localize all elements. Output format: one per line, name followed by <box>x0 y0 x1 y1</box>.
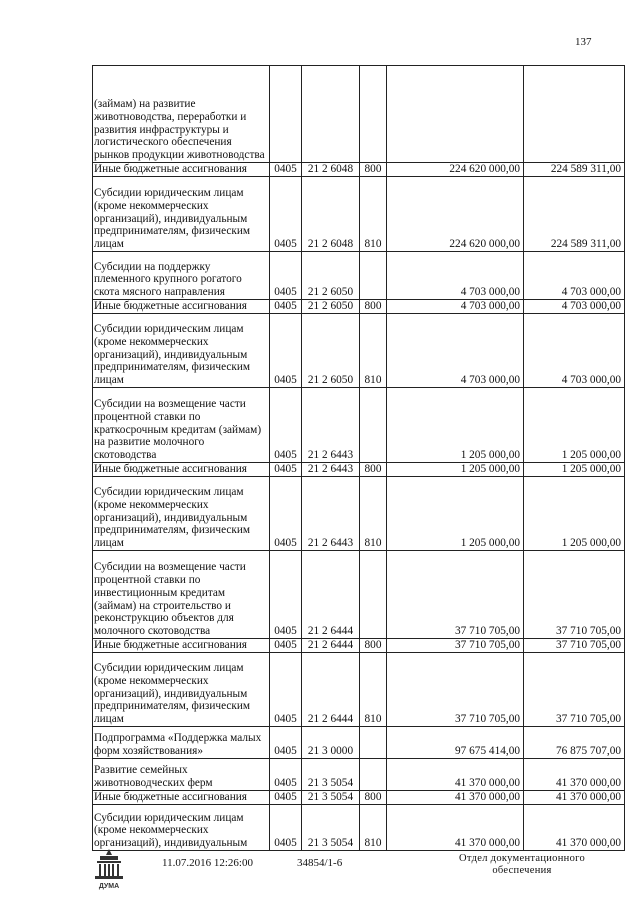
row-target-article: 21 3 5054 <box>302 791 360 805</box>
row-expense-type: 810 <box>360 805 387 851</box>
row-section-code: 0405 <box>270 252 302 300</box>
row-section-code: 0405 <box>270 639 302 653</box>
row-expense-type: 810 <box>360 314 387 388</box>
row-amount-executed: 37 710 705,00 <box>524 551 625 639</box>
row-description: Подпрограмма «Поддержка малых форм хозяйствования» <box>93 727 270 759</box>
row-expense-type: 810 <box>360 653 387 727</box>
table-row <box>93 791 625 805</box>
row-expense-type: 810 <box>360 477 387 551</box>
table-row <box>93 66 625 163</box>
row-target-article: 21 2 6050 <box>302 252 360 300</box>
row-description: Субсидии юридическим лицам (кроме некоммерческих организаций), индивидуальным предпринимателям, физическим лицам <box>93 653 270 727</box>
row-expense-type: 800 <box>360 791 387 805</box>
table-row <box>93 805 625 851</box>
row-description: (займам) на развитие животноводства, переработки и развития инфраструктуры и логистического обеспечения рынков продукции животноводства <box>93 66 270 163</box>
row-target-article <box>302 66 360 163</box>
row-description: Субсидии на поддержку племенного крупного рогатого скота мясного направления <box>93 252 270 300</box>
row-amount-executed: 41 370 000,00 <box>524 759 625 791</box>
row-target-article: 21 2 6444 <box>302 551 360 639</box>
footer-department-line2: обеспечения <box>492 865 552 876</box>
row-section-code <box>270 66 302 163</box>
row-amount-planned: 1 205 000,00 <box>387 477 524 551</box>
row-amount-planned: 1 205 000,00 <box>387 463 524 477</box>
row-description: Субсидии юридическим лицам (кроме некоммерческих организаций), индивидуальным предпринимателям, физическим лицам <box>93 314 270 388</box>
duma-logo-icon <box>92 847 126 891</box>
row-section-code: 0405 <box>270 463 302 477</box>
row-section-code: 0405 <box>270 805 302 851</box>
table-row <box>93 163 625 177</box>
footer-date: 11.07.2016 12:26:00 <box>162 857 253 869</box>
row-amount-executed: 41 370 000,00 <box>524 805 625 851</box>
row-amount-executed: 37 710 705,00 <box>524 639 625 653</box>
row-amount-planned: 37 710 705,00 <box>387 639 524 653</box>
table-row <box>93 463 625 477</box>
row-amount-planned: 41 370 000,00 <box>387 805 524 851</box>
row-amount-executed: 224 589 311,00 <box>524 163 625 177</box>
row-description: Иные бюджетные ассигнования <box>93 639 270 653</box>
table-row <box>93 388 625 463</box>
row-amount-planned <box>387 66 524 163</box>
row-section-code: 0405 <box>270 551 302 639</box>
row-description: Субсидии на возмещение части процентной ставки по инвестиционным кредитам (займам) на строительство и реконструкцию объектов для молочного скотоводства <box>93 551 270 639</box>
logo-text: ДУМА <box>98 883 120 890</box>
row-amount-planned: 37 710 705,00 <box>387 551 524 639</box>
row-target-article: 21 2 6048 <box>302 177 360 252</box>
row-target-article: 21 3 0000 <box>302 727 360 759</box>
row-section-code: 0405 <box>270 477 302 551</box>
table-row <box>93 477 625 551</box>
row-amount-executed: 4 703 000,00 <box>524 314 625 388</box>
row-description: Развитие семейных животноводческих ферм <box>93 759 270 791</box>
row-amount-planned: 97 675 414,00 <box>387 727 524 759</box>
row-amount-executed <box>524 66 625 163</box>
page-footer <box>92 847 592 897</box>
row-target-article: 21 3 5054 <box>302 805 360 851</box>
row-expense-type <box>360 252 387 300</box>
table-row <box>93 639 625 653</box>
footer-department <box>452 853 592 877</box>
row-description: Субсидии юридическим лицам (кроме некоммерческих организаций), индивидуальным предпринимателям, физическим лицам <box>93 177 270 252</box>
row-amount-planned: 4 703 000,00 <box>387 300 524 314</box>
row-expense-type <box>360 388 387 463</box>
page-number: 137 <box>575 36 592 48</box>
row-expense-type: 800 <box>360 639 387 653</box>
row-description: Субсидии юридическим лицам (кроме некоммерческих организаций), индивидуальным предпринимателям, физическим лицам <box>93 477 270 551</box>
row-amount-executed: 1 205 000,00 <box>524 388 625 463</box>
row-section-code: 0405 <box>270 653 302 727</box>
row-target-article: 21 2 6444 <box>302 653 360 727</box>
table-row <box>93 551 625 639</box>
row-description: Иные бюджетные ассигнования <box>93 163 270 177</box>
row-section-code: 0405 <box>270 388 302 463</box>
row-amount-executed: 37 710 705,00 <box>524 653 625 727</box>
row-expense-type: 800 <box>360 463 387 477</box>
row-amount-executed: 224 589 311,00 <box>524 177 625 252</box>
row-section-code: 0405 <box>270 163 302 177</box>
table-row <box>93 177 625 252</box>
row-description: Иные бюджетные ассигнования <box>93 300 270 314</box>
row-amount-planned: 1 205 000,00 <box>387 388 524 463</box>
row-amount-executed: 1 205 000,00 <box>524 477 625 551</box>
row-section-code: 0405 <box>270 300 302 314</box>
row-amount-planned: 41 370 000,00 <box>387 759 524 791</box>
row-target-article: 21 2 6050 <box>302 314 360 388</box>
row-description: Субсидии юридическим лицам (кроме некоммерческих организаций), индивидуальным <box>93 805 270 851</box>
row-description: Иные бюджетные ассигнования <box>93 791 270 805</box>
row-amount-planned: 224 620 000,00 <box>387 163 524 177</box>
row-section-code: 0405 <box>270 791 302 805</box>
row-amount-executed: 4 703 000,00 <box>524 252 625 300</box>
row-expense-type: 810 <box>360 177 387 252</box>
row-expense-type: 800 <box>360 300 387 314</box>
row-description: Иные бюджетные ассигнования <box>93 463 270 477</box>
row-expense-type <box>360 66 387 163</box>
row-section-code: 0405 <box>270 177 302 252</box>
row-target-article: 21 2 6444 <box>302 639 360 653</box>
table-row <box>93 252 625 300</box>
row-amount-executed: 76 875 707,00 <box>524 727 625 759</box>
row-expense-type <box>360 727 387 759</box>
row-expense-type <box>360 759 387 791</box>
table-row <box>93 759 625 791</box>
row-amount-executed: 1 205 000,00 <box>524 463 625 477</box>
row-amount-planned: 224 620 000,00 <box>387 177 524 252</box>
row-amount-executed: 41 370 000,00 <box>524 791 625 805</box>
table-row <box>93 300 625 314</box>
row-target-article: 21 2 6443 <box>302 388 360 463</box>
row-section-code: 0405 <box>270 314 302 388</box>
row-section-code: 0405 <box>270 727 302 759</box>
row-amount-planned: 41 370 000,00 <box>387 791 524 805</box>
row-target-article: 21 2 6443 <box>302 477 360 551</box>
row-amount-planned: 4 703 000,00 <box>387 252 524 300</box>
row-description: Субсидии на возмещение части процентной ставки по краткосрочным кредитам (займам) на развитие молочного скотоводства <box>93 388 270 463</box>
row-amount-planned: 4 703 000,00 <box>387 314 524 388</box>
row-target-article: 21 2 6048 <box>302 163 360 177</box>
row-target-article: 21 2 6050 <box>302 300 360 314</box>
row-expense-type <box>360 551 387 639</box>
row-target-article: 21 2 6443 <box>302 463 360 477</box>
budget-table <box>92 65 625 851</box>
footer-department-line1: Отдел документационного <box>458 853 586 864</box>
row-amount-executed: 4 703 000,00 <box>524 300 625 314</box>
row-target-article: 21 3 5054 <box>302 759 360 791</box>
table-row <box>93 314 625 388</box>
row-section-code: 0405 <box>270 759 302 791</box>
table-row <box>93 653 625 727</box>
table-row <box>93 727 625 759</box>
row-amount-planned: 37 710 705,00 <box>387 653 524 727</box>
footer-doc-code: 34854/1-6 <box>297 857 343 869</box>
row-expense-type: 800 <box>360 163 387 177</box>
